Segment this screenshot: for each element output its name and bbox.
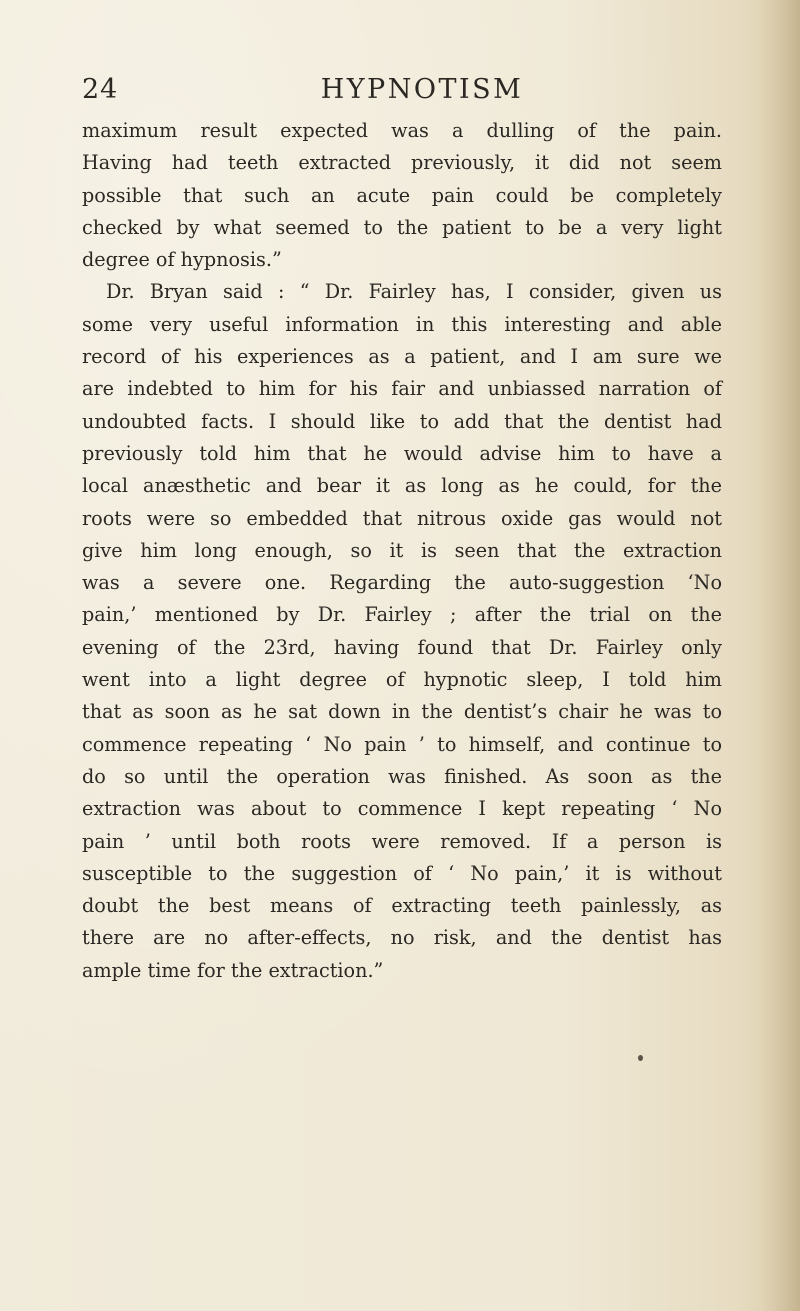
- text-line: Dr. Bryan said : “ Dr. Fairley has, I consider, given us: [106, 280, 722, 304]
- text-line: are indebted to him for his fair and unbiassed narration of: [82, 377, 722, 401]
- text-line: roots were so embedded that nitrous oxide gas would not: [82, 506, 722, 530]
- page-title: HYPNOTISM: [320, 74, 524, 105]
- body-text: [82, 115, 722, 987]
- text-line: degree of hypnosis.”: [82, 248, 282, 272]
- text-line: doubt the best means of extracting teeth painlessly, as: [82, 894, 722, 918]
- text-line: record of his experiences as a patient, and I am sure we: [82, 345, 722, 369]
- ink-speck: [638, 1055, 643, 1061]
- text-line: checked by what seemed to the patient to be a very light: [82, 215, 722, 239]
- running-head: [82, 70, 722, 114]
- text-line: undoubted facts. I should like to add that the dentist had: [82, 409, 722, 433]
- text-line: commence repeating ‘ No pain ’ to himself, and continue to: [82, 732, 722, 756]
- text-line: evening of the 23rd, having found that Dr. Fairley only: [82, 635, 722, 659]
- text-line: pain,’ mentioned by Dr. Fairley ; after the trial on the: [82, 603, 722, 627]
- text-line: pain ’ until both roots were removed. If a person is: [82, 829, 722, 853]
- page-edge-shadow: [760, 0, 800, 1311]
- text-line: Having had teeth extracted previously, it did not seem: [82, 151, 722, 175]
- text-line: ample time for the extraction.”: [82, 958, 384, 982]
- text-line: that as soon as he sat down in the dentist’s chair he was to: [82, 700, 722, 724]
- page-number: 24: [82, 74, 119, 105]
- text-line: local anæsthetic and bear it as long as he could, for the: [82, 474, 722, 498]
- text-line: was a severe one. Regarding the auto-suggestion ‘No: [82, 571, 722, 595]
- text-line: give him long enough, so it is seen that the extraction: [82, 538, 722, 562]
- text-line: extraction was about to commence I kept repeating ‘ No: [82, 797, 722, 821]
- text-line: went into a light degree of hypnotic sleep, I told him: [82, 668, 722, 692]
- text-line: some very useful information in this interesting and able: [82, 312, 722, 336]
- text-line: previously told him that he would advise him to have a: [82, 441, 722, 465]
- text-line: there are no after-effects, no risk, and the dentist has: [82, 926, 722, 950]
- text-line: susceptible to the suggestion of ‘ No pain,’ it is without: [82, 861, 722, 885]
- text-line: maximum result expected was a dulling of the pain.: [82, 119, 722, 142]
- text-line: do so until the operation was finished. As soon as the: [82, 764, 722, 788]
- text-line: possible that such an acute pain could be completely: [82, 183, 722, 207]
